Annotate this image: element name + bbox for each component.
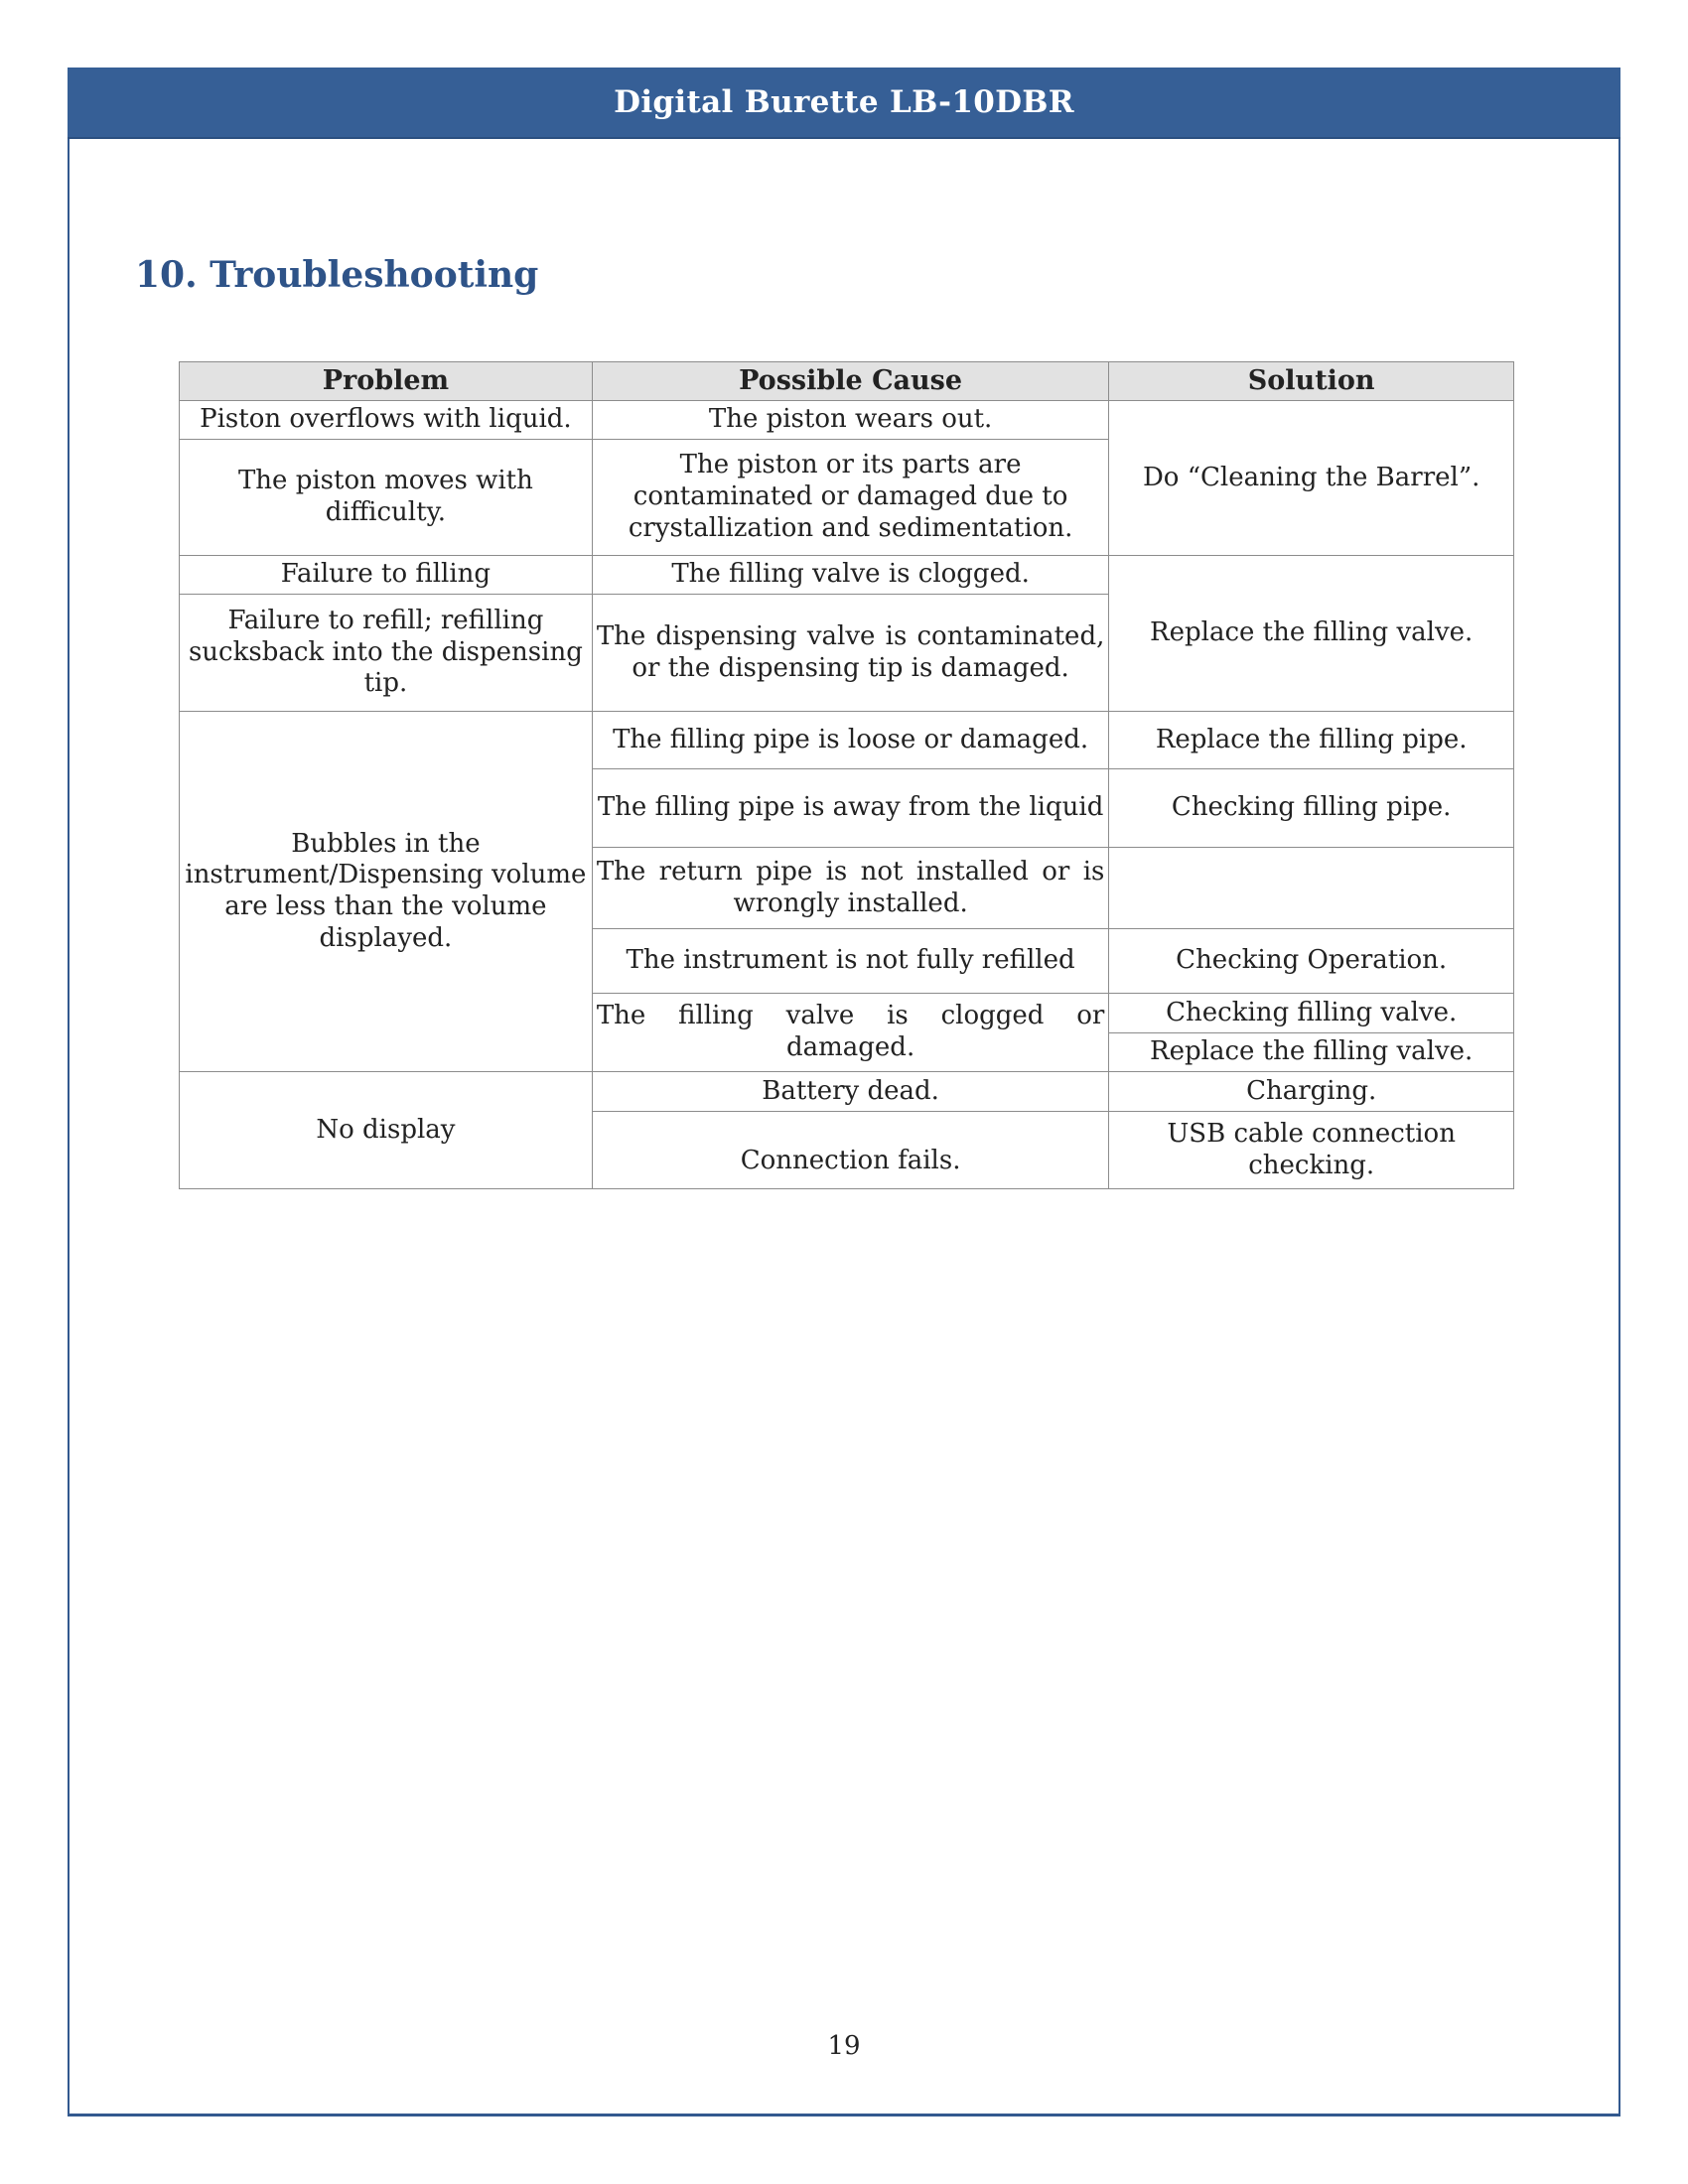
column-header-solution: Solution	[1109, 362, 1514, 401]
table-row	[180, 1072, 1514, 1112]
header-band	[68, 68, 1620, 139]
problem-cell: The piston moves with difficulty.	[180, 440, 593, 556]
cause-cell: Battery dead.	[592, 1072, 1109, 1112]
document-title: Digital Burette LB-10DBR	[614, 84, 1074, 120]
cause-cell: The dispensing valve is contaminated, or the dispensing tip is damaged.	[592, 595, 1109, 712]
problem-cell: Failure to refill; refilling sucksback into the dispensing tip.	[180, 595, 593, 712]
cause-cell: The return pipe is not installed or is wrongly installed.	[592, 848, 1109, 929]
problem-cell: Bubbles in the instrument/Dispensing volume are less than the volume displayed.	[180, 712, 593, 1072]
cause-cell: The instrument is not fully refilled	[592, 929, 1109, 994]
solution-cell: USB cable connection checking.	[1109, 1112, 1514, 1189]
table-header-row	[180, 362, 1514, 401]
cause-cell: The piston or its parts are contaminated or damaged due to crystallization and sedimentation.	[592, 440, 1109, 556]
solution-cell: Checking Operation.	[1109, 929, 1514, 994]
solution-cell: Charging.	[1109, 1072, 1514, 1112]
column-header-cause: Possible Cause	[592, 362, 1109, 401]
cause-cell: Connection fails.	[592, 1112, 1109, 1189]
solution-cell: Replace the filling pipe.	[1109, 712, 1514, 769]
troubleshooting-table	[179, 361, 1514, 1189]
solution-cell: Checking filling valve.	[1109, 994, 1514, 1033]
cause-cell: The filling valve is clogged.	[592, 556, 1109, 595]
solution-cell: Do “Cleaning the Barrel”.	[1109, 401, 1514, 556]
problem-cell: Failure to filling	[180, 556, 593, 595]
problem-cell: No display	[180, 1072, 593, 1189]
page-number: 19	[827, 2031, 861, 2061]
solution-cell: Checking filling pipe.	[1109, 769, 1514, 848]
section-heading: 10. Troubleshooting	[135, 254, 539, 296]
table-row	[180, 401, 1514, 440]
solution-cell-empty	[1109, 848, 1514, 929]
solution-cell: Replace the filling valve.	[1109, 556, 1514, 712]
table-row	[180, 712, 1514, 769]
cause-cell: The piston wears out.	[592, 401, 1109, 440]
solution-cell: Replace the filling valve.	[1109, 1033, 1514, 1072]
cause-cell: The filling pipe is away from the liquid	[592, 769, 1109, 848]
table-row	[180, 556, 1514, 595]
cause-cell: The filling pipe is loose or damaged.	[592, 712, 1109, 769]
cause-cell: The filling valve is clogged or damaged.	[592, 994, 1109, 1072]
problem-cell: Piston overflows with liquid.	[180, 401, 593, 440]
column-header-problem: Problem	[180, 362, 593, 401]
